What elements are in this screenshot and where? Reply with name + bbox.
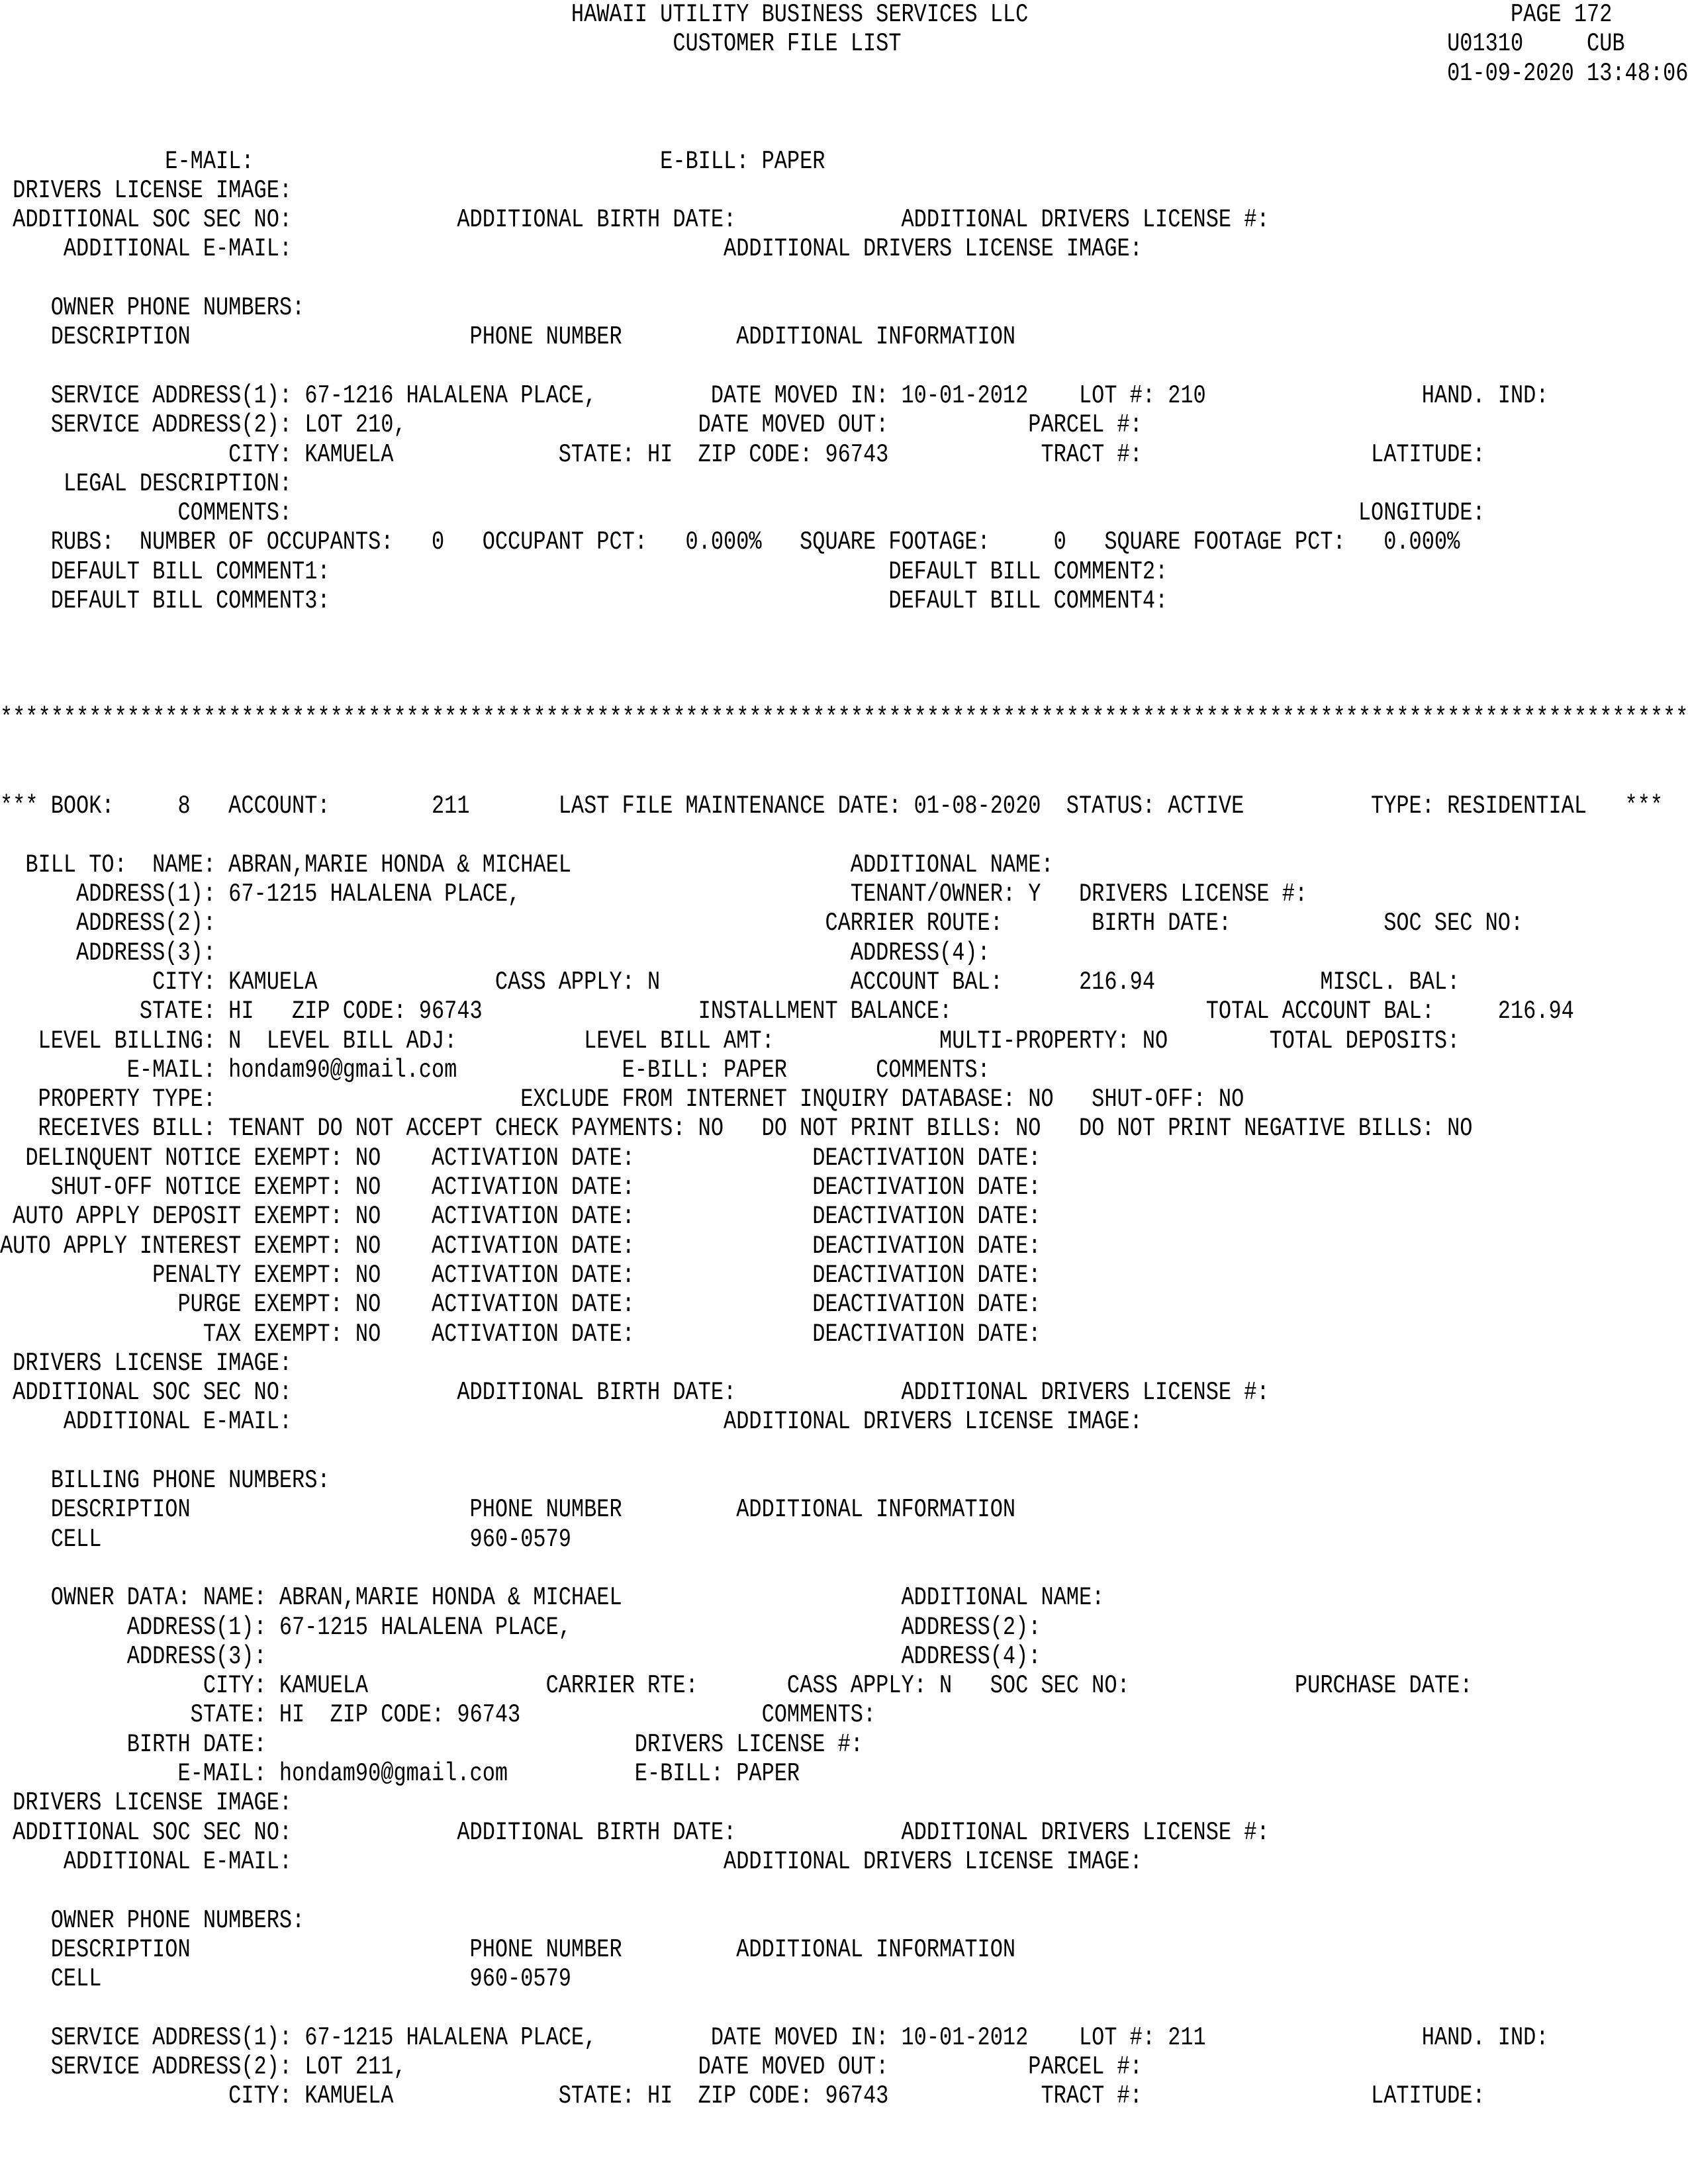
record-line: ADDITIONAL SOC SEC NO: ADDITIONAL BIRTH DATE: ADDITIONAL DRIVERS LICENSE #:: [0, 1817, 1270, 1847]
record-line: RECEIVES BILL: TENANT DO NOT ACCEPT CHECK PAYMENTS: NO DO NOT PRINT BILLS: NO DO NOT PRINT NEGATIVE BILLS: NO: [0, 1114, 1473, 1144]
section-separator: *************************************************************************************************************************************: [0, 704, 1688, 733]
record-line: PROPERTY TYPE: EXCLUDE FROM INTERNET INQUIRY DATABASE: NO SHUT-OFF: NO: [0, 1085, 1244, 1115]
record-line: LEGAL DESCRIPTION:: [0, 469, 293, 498]
record-line: ADDITIONAL E-MAIL: ADDITIONAL DRIVERS LICENSE IMAGE:: [0, 1846, 1143, 1876]
record-line: AUTO APPLY INTEREST EXEMPT: NO ACTIVATION DATE: DEACTIVATION DATE:: [0, 1231, 1041, 1261]
record-line: E-MAIL: hondam90@gmail.com E-BILL: PAPER: [0, 1759, 800, 1788]
record-line: ADDITIONAL SOC SEC NO: ADDITIONAL BIRTH DATE: ADDITIONAL DRIVERS LICENSE #:: [0, 205, 1270, 235]
record-line: AUTO APPLY DEPOSIT EXEMPT: NO ACTIVATION DATE: DEACTIVATION DATE:: [0, 1202, 1041, 1232]
record-line: DEFAULT BILL COMMENT1: DEFAULT BILL COMMENT2:: [0, 557, 1168, 586]
record-line: OWNER PHONE NUMBERS:: [0, 293, 305, 322]
record-line: ADDITIONAL E-MAIL: ADDITIONAL DRIVERS LICENSE IMAGE:: [0, 1407, 1143, 1437]
record-line: DESCRIPTION PHONE NUMBER ADDITIONAL INFORMATION: [0, 1495, 1016, 1525]
account-header-line: *** BOOK: 8 ACCOUNT: 211 LAST FILE MAINTENANCE DATE: 01-08-2020 STATUS: ACTIVE TYPE: RESIDENTIAL ***: [0, 792, 1664, 821]
record-line: RUBS: NUMBER OF OCCUPANTS: 0 OCCUPANT PCT: 0.000% SQUARE FOOTAGE: 0 SQUARE FOOTAGE PCT: 0.000%: [0, 527, 1460, 557]
record-line: CITY: KAMUELA STATE: HI ZIP CODE: 96743 TRACT #: LATITUDE:: [0, 2081, 1485, 2111]
report-company-line: HAWAII UTILITY BUSINESS SERVICES LLC PAGE 172: [0, 0, 1613, 29]
record-line: CITY: KAMUELA CARRIER RTE: CASS APPLY: N SOC SEC NO: PURCHASE DATE:: [0, 1671, 1473, 1701]
record-line: SERVICE ADDRESS(2): LOT 210, DATE MOVED OUT: PARCEL #:: [0, 410, 1143, 440]
record-line: PENALTY EXEMPT: NO ACTIVATION DATE: DEACTIVATION DATE:: [0, 1260, 1041, 1290]
record-line: ADDITIONAL SOC SEC NO: ADDITIONAL BIRTH DATE: ADDITIONAL DRIVERS LICENSE #:: [0, 1378, 1270, 1408]
record-line: ADDRESS(1): 67-1215 HALALENA PLACE, ADDRESS(2):: [0, 1612, 1041, 1642]
record-line: CELL 960-0579: [0, 1964, 571, 1994]
record-line: TAX EXEMPT: NO ACTIVATION DATE: DEACTIVATION DATE:: [0, 1319, 1041, 1349]
record-line: LEVEL BILLING: N LEVEL BILL ADJ: LEVEL BILL AMT: MULTI-PROPERTY: NO TOTAL DEPOSITS:: [0, 1026, 1460, 1056]
record-line: CELL 960-0579: [0, 1524, 571, 1554]
record-line: DESCRIPTION PHONE NUMBER ADDITIONAL INFORMATION: [0, 1934, 1016, 1964]
record-line: CITY: KAMUELA CASS APPLY: N ACCOUNT BAL: 216.94 MISCL. BAL:: [0, 967, 1460, 997]
record-line: DELINQUENT NOTICE EXEMPT: NO ACTIVATION DATE: DEACTIVATION DATE:: [0, 1143, 1041, 1173]
record-line: OWNER PHONE NUMBERS:: [0, 1905, 305, 1935]
record-line: ADDITIONAL E-MAIL: ADDITIONAL DRIVERS LICENSE IMAGE:: [0, 234, 1143, 264]
record-line: E-MAIL: E-BILL: PAPER: [0, 146, 825, 176]
record-line: OWNER DATA: NAME: ABRAN,MARIE HONDA & MICHAEL ADDITIONAL NAME:: [0, 1583, 1105, 1613]
record-line: ADDRESS(3): ADDRESS(4):: [0, 938, 990, 968]
record-line: SERVICE ADDRESS(2): LOT 211, DATE MOVED OUT: PARCEL #:: [0, 2052, 1143, 2081]
record-line: DEFAULT BILL COMMENT3: DEFAULT BILL COMMENT4:: [0, 586, 1168, 615]
record-line: DESCRIPTION PHONE NUMBER ADDITIONAL INFORMATION: [0, 322, 1016, 352]
record-line: COMMENTS: LONGITUDE:: [0, 498, 1485, 528]
report-timestamp-line: 01-09-2020 13:48:06: [0, 58, 1688, 88]
record-line: E-MAIL: hondam90@gmail.com E-BILL: PAPER COMMENTS:: [0, 1055, 990, 1085]
record-line: DRIVERS LICENSE IMAGE:: [0, 1348, 293, 1378]
record-line: PURGE EXEMPT: NO ACTIVATION DATE: DEACTIVATION DATE:: [0, 1290, 1041, 1320]
report-title-line: CUSTOMER FILE LIST U01310 CUB: [0, 29, 1625, 59]
record-line: BILL TO: NAME: ABRAN,MARIE HONDA & MICHAEL ADDITIONAL NAME:: [0, 850, 1054, 880]
record-line: STATE: HI ZIP CODE: 96743 COMMENTS:: [0, 1700, 876, 1730]
record-line: DRIVERS LICENSE IMAGE:: [0, 1788, 293, 1818]
record-line: ADDRESS(2): CARRIER ROUTE: BIRTH DATE: SOC SEC NO:: [0, 909, 1524, 938]
record-line: SERVICE ADDRESS(1): 67-1216 HALALENA PLACE, DATE MOVED IN: 10-01-2012 LOT #: 210 HAND. IND:: [0, 381, 1549, 410]
record-line: STATE: HI ZIP CODE: 96743 INSTALLMENT BALANCE: TOTAL ACCOUNT BAL: 216.94: [0, 997, 1574, 1026]
record-line: BILLING PHONE NUMBERS:: [0, 1466, 330, 1495]
record-line: SHUT-OFF NOTICE EXEMPT: NO ACTIVATION DATE: DEACTIVATION DATE:: [0, 1173, 1041, 1202]
record-line: ADDRESS(3): ADDRESS(4):: [0, 1641, 1041, 1671]
record-line: ADDRESS(1): 67-1215 HALALENA PLACE, TENANT/OWNER: Y DRIVERS LICENSE #:: [0, 880, 1308, 909]
record-line: DRIVERS LICENSE IMAGE:: [0, 175, 293, 205]
record-line: SERVICE ADDRESS(1): 67-1215 HALALENA PLACE, DATE MOVED IN: 10-01-2012 LOT #: 211 HAND. IND:: [0, 2023, 1549, 2052]
record-line: BIRTH DATE: DRIVERS LICENSE #:: [0, 1729, 863, 1759]
record-line: CITY: KAMUELA STATE: HI ZIP CODE: 96743 TRACT #: LATITUDE:: [0, 439, 1485, 469]
